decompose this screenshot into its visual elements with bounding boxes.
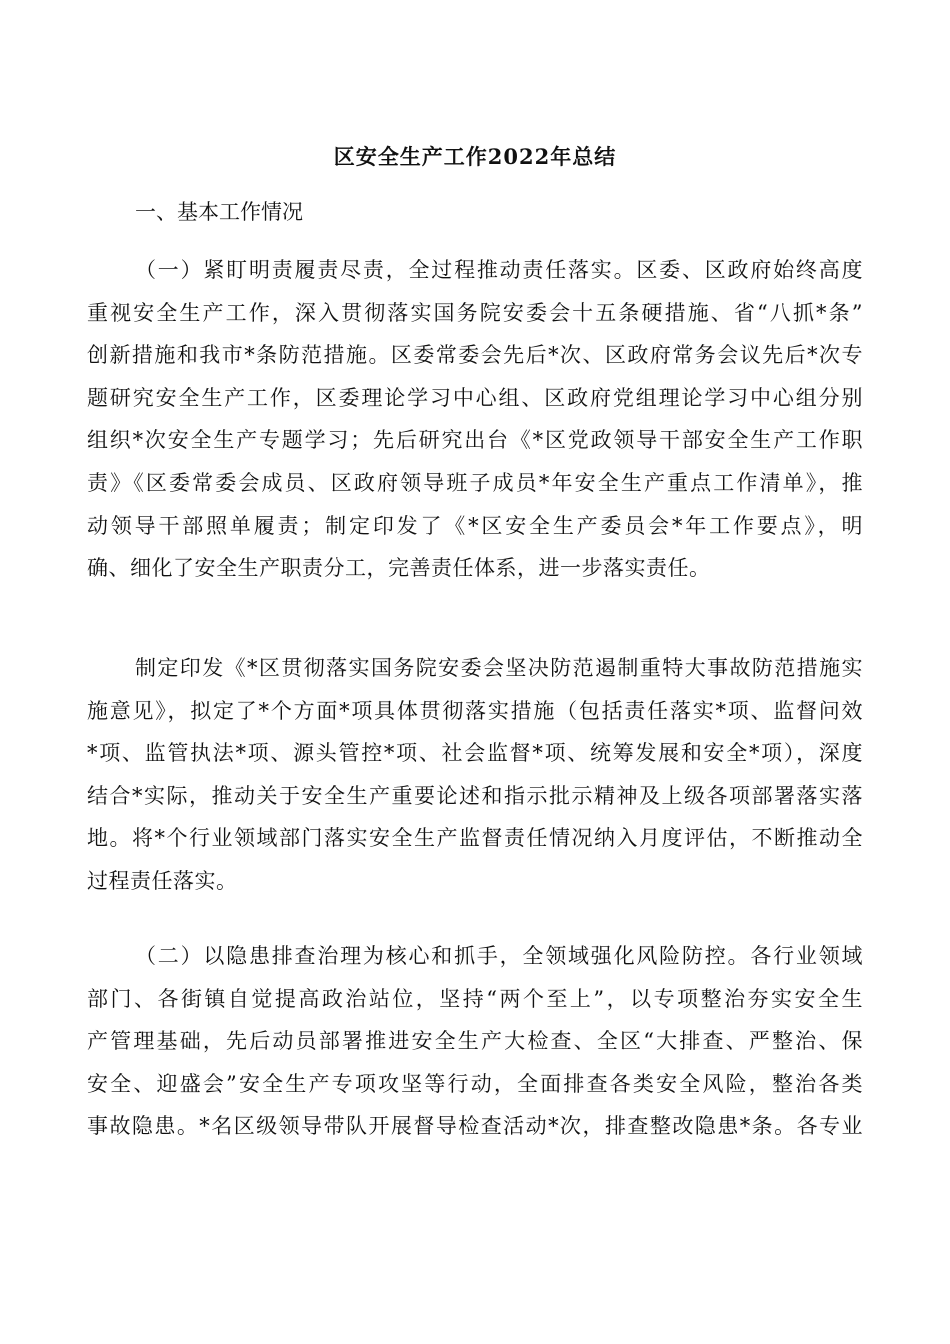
- paragraph-line: 重视安全生产工作，深入贯彻落实国务院安委会十五条硬措施、省“八抓*条”: [87, 300, 863, 325]
- paragraph-line: 组织*次安全生产专题学习；先后研究出台《*区党政领导干部安全生产工作职: [87, 428, 863, 453]
- paragraph-line: 事故隐患。*名区级领导带队开展督导检查活动*次，排查整改隐患*条。各专业: [87, 1114, 863, 1139]
- paragraph-line: 制定印发《*区贯彻落实国务院安委会坚决防范遏制重特大事故防范措施实: [135, 656, 863, 680]
- paragraph-line: （一）紧盯明责履责尽责，全过程推动责任落实。区委、区政府始终高度: [135, 258, 863, 282]
- paragraph-line: 安全、迎盛会”安全生产专项攻坚等行动，全面排查各类安全风险，整治各类: [87, 1071, 863, 1096]
- paragraph-hazard-control: [87, 935, 863, 1148]
- section-heading: 一、基本工作情况: [135, 200, 303, 224]
- paragraph-line: 产管理基础，先后动员部署推进安全生产大检查、全区“大排查、严整治、保: [87, 1029, 863, 1054]
- paragraph-line: （二）以隐患排查治理为核心和抓手，全领域强化风险防控。各行业领域: [135, 944, 863, 968]
- paragraph-line: 地。将*个行业领域部门落实安全生产监督责任情况纳入月度评估，不断推动全: [87, 826, 863, 851]
- paragraph-line: 确、细化了安全生产职责分工，完善责任体系，进一步落实责任。: [87, 556, 711, 581]
- paragraph-line: 部门、各街镇自觉提高政治站位，坚持“两个至上”，以专项整治夯实安全生: [87, 986, 863, 1011]
- paragraph-line: 过程责任落实。: [87, 868, 238, 893]
- paragraph-line: *项、监管执法*项、源头管控*项、社会监督*项、统筹发展和安全*项），深度: [87, 741, 863, 766]
- paragraph-line: 结合*实际，推动关于安全生产重要论述和指示批示精神及上级各项部署落实落: [87, 783, 863, 808]
- paragraph-line: 题研究安全生产工作，区委理论学习中心组、区政府党组理论学习中心组分别: [87, 385, 863, 410]
- paragraph-responsibility: [87, 249, 863, 590]
- paragraph-line: 动领导干部照单履责；制定印发了《*区安全生产委员会*年工作要点》，明: [87, 513, 863, 538]
- document-title: 区安全生产工作2022年总结: [333, 144, 617, 169]
- paragraph-line: 施意见》，拟定了*个方面*项具体贯彻落实措施（包括责任落实*项、监督问效: [87, 698, 863, 723]
- paragraph-measures: [87, 647, 863, 903]
- paragraph-line: 责》《区委常委会成员、区政府领导班子成员*年安全生产重点工作清单》，推: [87, 470, 863, 495]
- paragraph-line: 创新措施和我市*条防范措施。区委常委会先后*次、区政府常务会议先后*次专: [87, 343, 863, 368]
